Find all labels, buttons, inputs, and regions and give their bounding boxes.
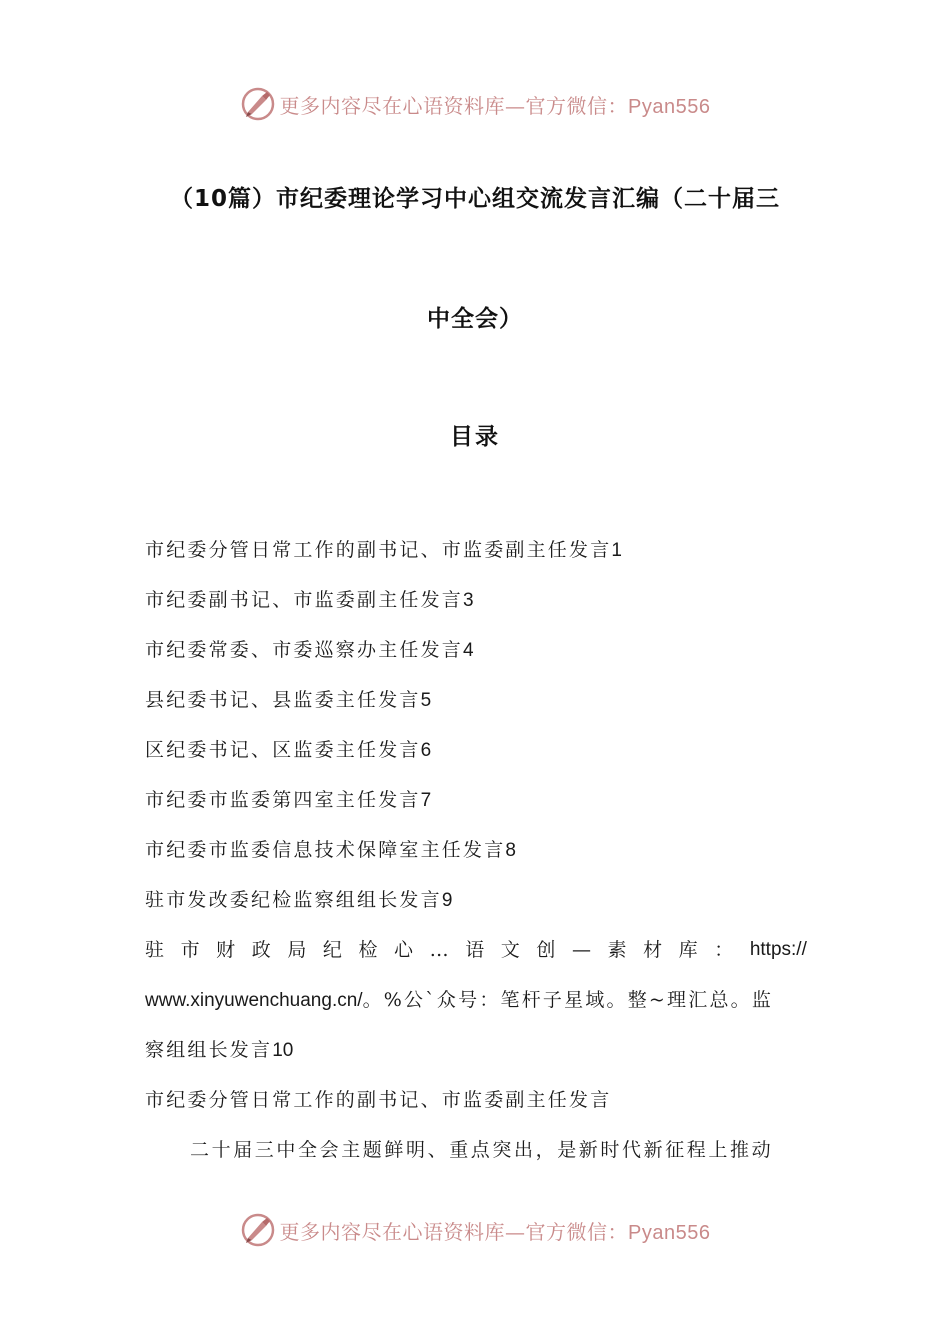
toc-heading: 目录 [450, 424, 500, 450]
toc-char: 驻 [145, 939, 167, 961]
toc-char: 政 [251, 939, 273, 961]
banner-wechat-id: Pyan556 [628, 95, 711, 118]
table-of-contents [145, 530, 807, 1080]
toc-char: 纪 [322, 939, 345, 961]
toc-item-multiline[interactable] [145, 930, 807, 1080]
toc-char: 语 [465, 939, 487, 961]
toc-item-line-2: www.xinyuwenchuang.cn/。%公`众号：笔杆子星域。整~理汇总。监 [145, 989, 774, 1011]
toc-char: … [429, 939, 451, 961]
toc-char: ： [714, 939, 736, 961]
footer-banner [0, 1208, 950, 1252]
toc-item[interactable]: 市纪委副书记、市监委副主任发言3 [145, 589, 474, 611]
toc-item[interactable]: 市纪委市监委第四室主任发言7 [145, 789, 432, 811]
toc-char: 市 [180, 939, 202, 961]
banner-wechat-id: Pyan556 [628, 1221, 711, 1244]
toc-char: — [571, 939, 594, 961]
toc-item[interactable]: 区纪委书记、区监委主任发言6 [145, 739, 432, 761]
toc-char: 材 [643, 939, 665, 961]
toc-char: 文 [500, 939, 522, 961]
pen-logo-icon [240, 1212, 276, 1248]
toc-item[interactable]: 县纪委书记、县监委主任发言5 [145, 689, 432, 711]
header-banner [0, 82, 950, 126]
toc-char: https:// [749, 939, 807, 960]
toc-char: 局 [287, 939, 309, 961]
toc-item-line-1 [145, 930, 807, 980]
body-paragraph: 二十届三中全会主题鲜明、重点突出，是新时代新征程上推动 [190, 1139, 774, 1161]
banner-text: 更多内容尽在心语资料库—官方微信：Pyan556 [279, 93, 711, 118]
banner-text: 更多内容尽在心语资料库—官方微信：Pyan556 [279, 1219, 711, 1244]
toc-char: 库 [678, 939, 700, 961]
toc-item[interactable]: 市纪委分管日常工作的副书记、市监委副主任发言1 [145, 539, 622, 561]
toc-item[interactable]: 驻市发改委纪检监察组组长发言9 [145, 889, 453, 911]
toc-item[interactable]: 市纪委市监委信息技术保障室主任发言8 [145, 839, 516, 861]
pen-logo-icon [240, 86, 276, 122]
section-heading: 市纪委分管日常工作的副书记、市监委副主任发言 [145, 1089, 612, 1111]
toc-item-line-3: 察组组长发言10 [145, 1039, 294, 1061]
toc-char: 财 [216, 939, 238, 961]
document-title-line-2: 中全会） [427, 306, 523, 332]
toc-item[interactable]: 市纪委常委、市委巡察办主任发言4 [145, 639, 474, 661]
toc-char: 创 [536, 939, 558, 961]
document-title-line-1: （10篇）市纪委理论学习中心组交流发言汇编（二十届三 [169, 186, 780, 212]
toc-char: 检 [358, 939, 380, 961]
toc-char: 素 [607, 939, 629, 961]
toc-char: 心 [394, 939, 416, 961]
